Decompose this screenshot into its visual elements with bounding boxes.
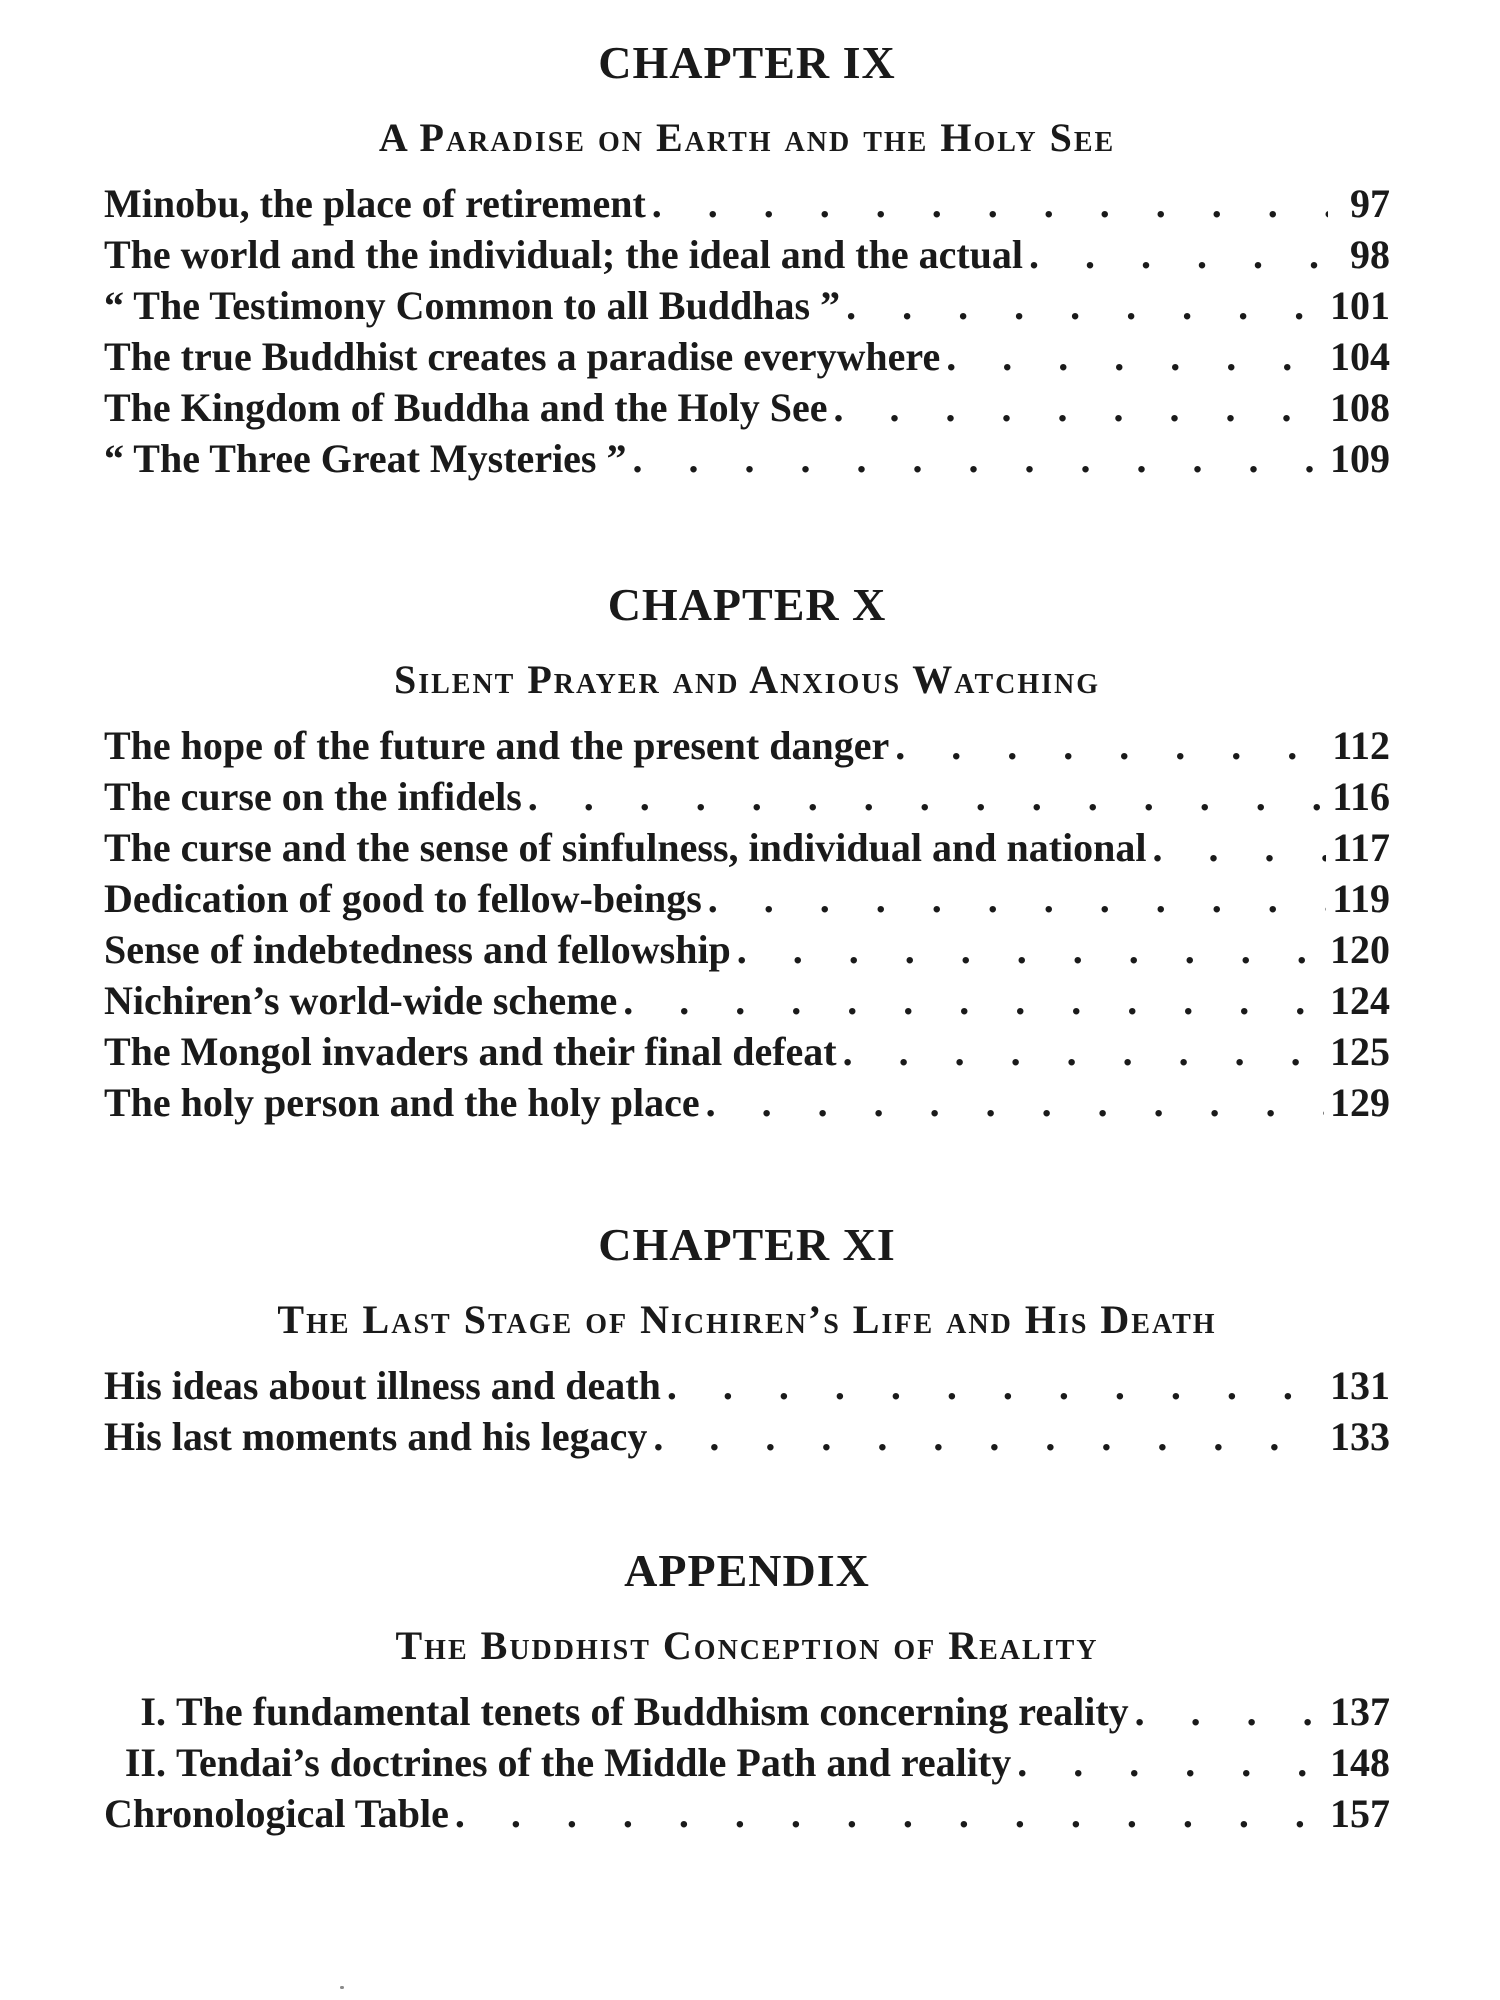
entry-page-number: 117 [1332,825,1390,870]
leader-dots [653,1411,1324,1462]
entry-page-number: 124 [1330,978,1390,1023]
entry-page-number: 104 [1330,334,1390,379]
leader-dots [1152,822,1326,873]
leader-dots [846,280,1324,331]
toc-entry[interactable] [104,1360,1390,1411]
toc-entry[interactable] [104,178,1390,229]
toc-entry[interactable] [104,873,1390,924]
chapter-subtitle: Silent Prayer and Anxious Watching [393,657,1101,702]
toc-entry[interactable] [104,433,1390,484]
entry-title: The world and the individual; the ideal and the actual [104,232,1024,277]
entry-page-number: 116 [1332,774,1390,819]
entry-numeral: II. [124,1740,166,1785]
leader-dots [895,720,1326,771]
entry-title: His last moments and his legacy [104,1414,648,1459]
entry-title: Chronological Table [104,1791,449,1836]
toc-entry[interactable] [104,1411,1390,1462]
leader-dots [528,771,1326,822]
toc-entry[interactable] [104,1737,1390,1788]
entry-title: The Kingdom of Buddha and the Holy See [104,385,828,430]
leader-dots [667,1360,1324,1411]
chapter-heading: CHAPTER XI [598,1219,896,1270]
toc-entry[interactable] [104,822,1390,873]
toc-entry[interactable] [104,720,1390,771]
chapter-heading: CHAPTER IX [598,37,896,88]
toc-entry[interactable] [104,382,1390,433]
entry-page-number: 125 [1330,1029,1390,1074]
leader-dots [708,873,1326,924]
entry-title: Minobu, the place of retirement [104,181,646,226]
entry-title: The hope of the future and the present danger [104,723,890,768]
paper-speck [340,1986,344,1989]
entry-page-number: 157 [1330,1791,1390,1836]
entry-title: Nichiren’s world-wide scheme [104,978,618,1023]
entry-page-number: 133 [1330,1414,1390,1459]
entry-page-number: 101 [1330,283,1390,328]
leader-dots [1029,229,1328,280]
toc-entry[interactable] [104,229,1390,280]
entry-page-number: 112 [1332,723,1390,768]
entry-page-number: 108 [1330,385,1390,430]
leader-dots [1135,1686,1324,1737]
entry-page-number: 120 [1330,927,1390,972]
entry-title-text: Tendai’s doctrines of the Middle Path and reality [176,1740,1012,1785]
leader-dots [946,331,1324,382]
entry-title [104,1686,1129,1737]
entry-title: Sense of indebtedness and fellowship [104,927,731,972]
entry-page-number: 148 [1330,1740,1390,1785]
entry-page-number: 137 [1330,1689,1390,1734]
toc-entry-list [104,178,1390,484]
chapter-heading: APPENDIX [624,1545,870,1596]
entry-title: The curse on the infidels [104,774,522,819]
appendix [104,1545,1390,1839]
leader-dots [843,1026,1324,1077]
entry-page-number: 131 [1330,1363,1390,1408]
entry-title [104,1737,1011,1788]
leader-dots [633,433,1325,484]
toc-entry[interactable] [104,280,1390,331]
toc-entry-list [104,720,1390,1128]
chapter-ix [104,37,1390,484]
entry-title: His ideas about illness and death [104,1363,661,1408]
entry-page-number: 97 [1350,181,1390,226]
toc-entry[interactable] [104,975,1390,1026]
toc-entry[interactable] [104,1026,1390,1077]
leader-dots [623,975,1324,1026]
leader-dots [652,178,1328,229]
chapter-heading: CHAPTER X [607,579,887,630]
entry-title: “ The Three Great Mysteries ” [104,436,627,481]
toc-entry-list [104,1686,1390,1839]
toc-entry[interactable] [104,1686,1390,1737]
entry-page-number: 129 [1330,1080,1390,1125]
toc-entry[interactable] [104,924,1390,975]
toc-entry-list [104,1360,1390,1462]
chapter-subtitle: The Last Stage of Nichiren’s Life and His Death [277,1297,1217,1342]
entry-numeral: I. [140,1689,166,1734]
toc-entry[interactable] [104,1788,1390,1839]
chapter-x [104,579,1390,1128]
leader-dots [737,924,1324,975]
entry-title: The true Buddhist creates a paradise everywhere [104,334,941,379]
entry-title-text: The fundamental tenets of Buddhism concerning reality [176,1689,1129,1734]
chapter-subtitle: A Paradise on Earth and the Holy See [378,115,1116,160]
toc-entry[interactable] [104,771,1390,822]
leader-dots [1017,1737,1324,1788]
toc-entry[interactable] [104,331,1390,382]
entry-title: The Mongol invaders and their final defeat [104,1029,837,1074]
chapter-xi [104,1219,1390,1462]
entry-page-number: 98 [1350,232,1390,277]
entry-title: Dedication of good to fellow-beings [104,876,702,921]
entry-title: The holy person and the holy place [104,1080,700,1125]
toc-entry[interactable] [104,1077,1390,1128]
leader-dots [455,1788,1324,1839]
entry-page-number: 119 [1332,876,1390,921]
leader-dots [706,1077,1324,1128]
entry-page-number: 109 [1330,436,1390,481]
leader-dots [834,382,1325,433]
entry-title: The curse and the sense of sinfulness, individual and national [104,825,1147,870]
entry-title: “ The Testimony Common to all Buddhas ” [104,283,841,328]
chapter-subtitle: The Buddhist Conception of Reality [395,1623,1099,1668]
